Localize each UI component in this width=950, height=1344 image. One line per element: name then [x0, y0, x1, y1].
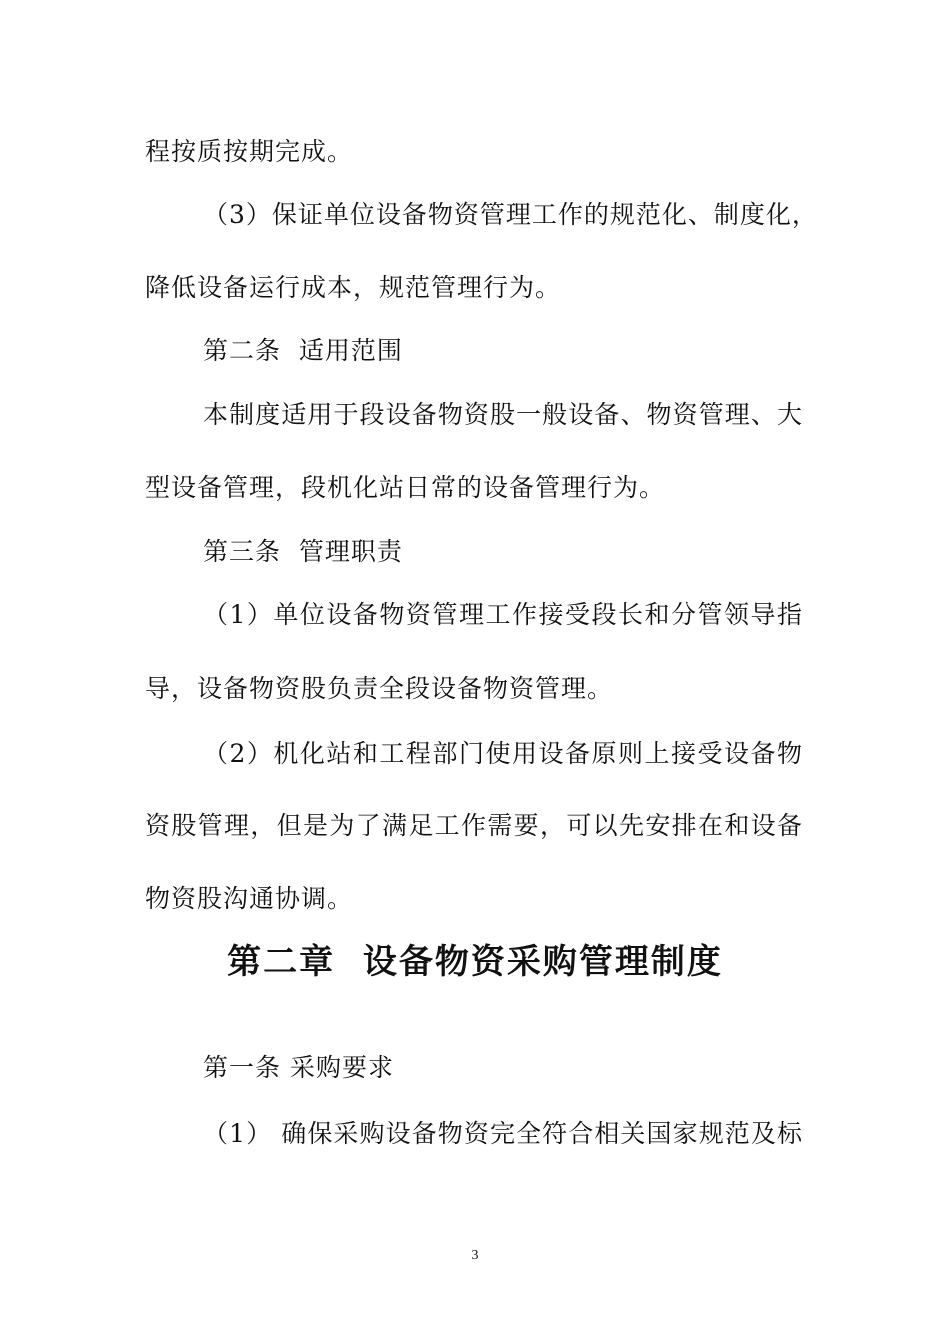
page-number: 3 — [471, 1248, 479, 1263]
section-heading: 第三条 管理职责 — [203, 537, 403, 566]
text-line: 本制度适用于段设备物资股一般设备、物资管理、大 — [203, 400, 803, 429]
chapter-title: 第二章 设备物资采购管理制度 — [227, 942, 723, 982]
text-line: 导，设备物资股负责全段设备物资管理。 — [145, 674, 614, 703]
text-line: （1） 确保采购设备物资完全符合相关国家规范及标 — [203, 1119, 803, 1148]
text-line: （1）单位设备物资管理工作接受段长和分管领导指 — [203, 600, 803, 629]
text-line: （3）保证单位设备物资管理工作的规范化、制度化， — [203, 200, 818, 229]
text-line: 资股管理，但是为了满足工作需要，可以先安排在和设备 — [145, 811, 803, 840]
text-line: 程按质按期完成。 — [145, 137, 354, 166]
section-heading: 第二条 适用范围 — [203, 336, 403, 365]
section-heading: 第一条 采购要求 — [203, 1053, 394, 1082]
text-line: （2）机化站和工程部门使用设备原则上接受设备物 — [203, 739, 803, 768]
text-line: 物资股沟通协调。 — [145, 884, 354, 913]
text-line: 型设备管理，段机化站日常的设备管理行为。 — [145, 473, 666, 502]
text-line: 降低设备运行成本，规范管理行为。 — [145, 273, 562, 302]
